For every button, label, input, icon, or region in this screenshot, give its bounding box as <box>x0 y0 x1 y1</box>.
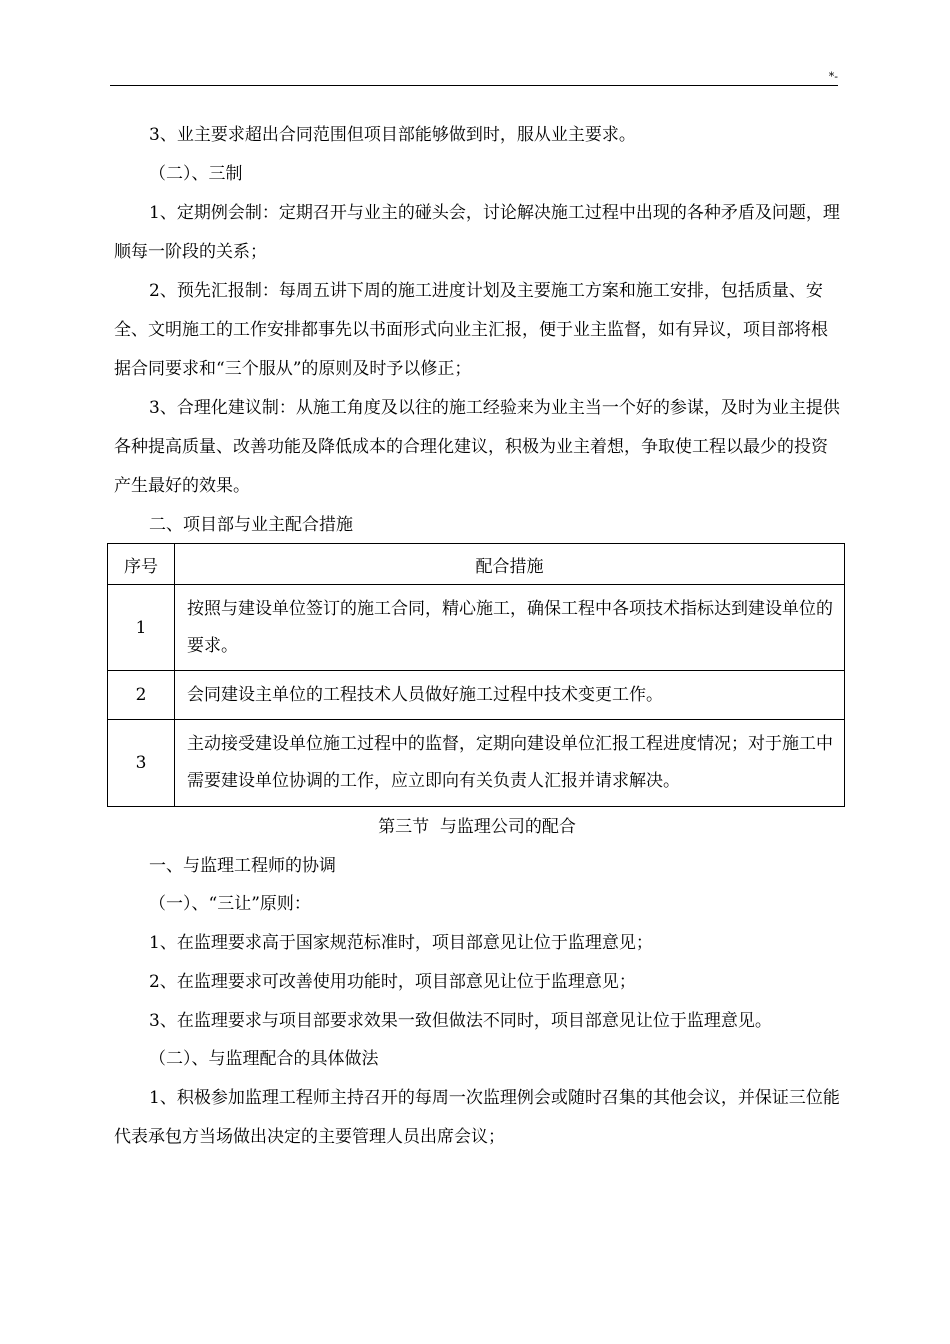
section-heading-supervision: 第三节 与监理公司的配合 <box>378 817 576 837</box>
document-body-top <box>114 116 840 545</box>
table-header-row <box>108 544 845 585</box>
paragraph-attend-meetings: 1、积极参加监理工程师主持召开的每周一次监理例会或随时召集的其他会议，并保证三位能代表承包方当场做出决定的主要管理人员出席会议； <box>114 1087 840 1147</box>
paragraph-advance-report: 2、预先汇报制：每周五讲下周的施工进度计划及主要施工方案和施工安排，包括质量、安全、文明施工的工作安排都事先以书面形式向业主汇报，便于业主监督，如有异议，项目部将根据合同要求和“三个服从”的原则及时予以修正； <box>114 281 828 379</box>
heading-owner-cooperation: 二、项目部与业主配合措施 <box>149 515 353 535</box>
subheading-three-systems: （二）、三制 <box>149 164 243 184</box>
paragraph-concession-3: 3、在监理要求与项目部要求效果一致但做法不同时，项目部意见让位于监理意见。 <box>149 1010 772 1031</box>
paragraph-owner-requirement: 3、业主要求超出合同范围但项目部能够做到时，服从业主要求。 <box>149 125 636 145</box>
table-row <box>108 671 845 720</box>
table-cell-measure: 会同建设主单位的工程技术人员做好施工过程中技术变更工作。 <box>175 671 845 720</box>
table-cell-number: 2 <box>108 671 175 720</box>
cooperation-measures-table <box>107 543 845 807</box>
table-cell-number: 3 <box>108 720 175 807</box>
table-cell-measure: 主动接受建设单位施工过程中的监督，定期向建设单位汇报工程进度情况；对于施工中需要建设单位协调的工作，应立即向有关负责人汇报并请求解决。 <box>175 720 845 807</box>
heading-supervisor-coordination: 一、与监理工程师的协调 <box>149 855 336 876</box>
column-header-number: 序号 <box>108 544 175 585</box>
page-mark: *- <box>828 70 838 83</box>
table-row <box>108 585 845 671</box>
paragraph-concession-1: 1、在监理要求高于国家规范标准时，项目部意见让位于监理意见； <box>149 933 653 954</box>
document-body-bottom <box>114 808 840 1156</box>
header-rule <box>110 85 838 86</box>
subheading-specific-practices: （二）、与监理配合的具体做法 <box>149 1049 379 1070</box>
subheading-three-concessions: （一）、“三让”原则： <box>149 894 311 915</box>
column-header-measures: 配合措施 <box>175 544 845 585</box>
table-cell-measure: 按照与建设单位签订的施工合同，精心施工，确保工程中各项技术指标达到建设单位的要求。 <box>175 585 845 671</box>
paragraph-regular-meeting: 1、定期例会制：定期召开与业主的碰头会，讨论解决施工过程中出现的各种矛盾及问题，理顺每一阶段的关系； <box>114 203 840 262</box>
paragraph-concession-2: 2、在监理要求可改善使用功能时，项目部意见让位于监理意见； <box>149 971 636 992</box>
paragraph-rational-suggestion: 3、合理化建议制：从施工角度及以往的施工经验来为业主当一个好的参谋，及时为业主提供各种提高质量、改善功能及降低成本的合理化建议，积极为业主着想，争取使工程以最少的投资产生最好的效果。 <box>114 398 840 496</box>
table-row <box>108 720 845 807</box>
table-cell-number: 1 <box>108 585 175 671</box>
